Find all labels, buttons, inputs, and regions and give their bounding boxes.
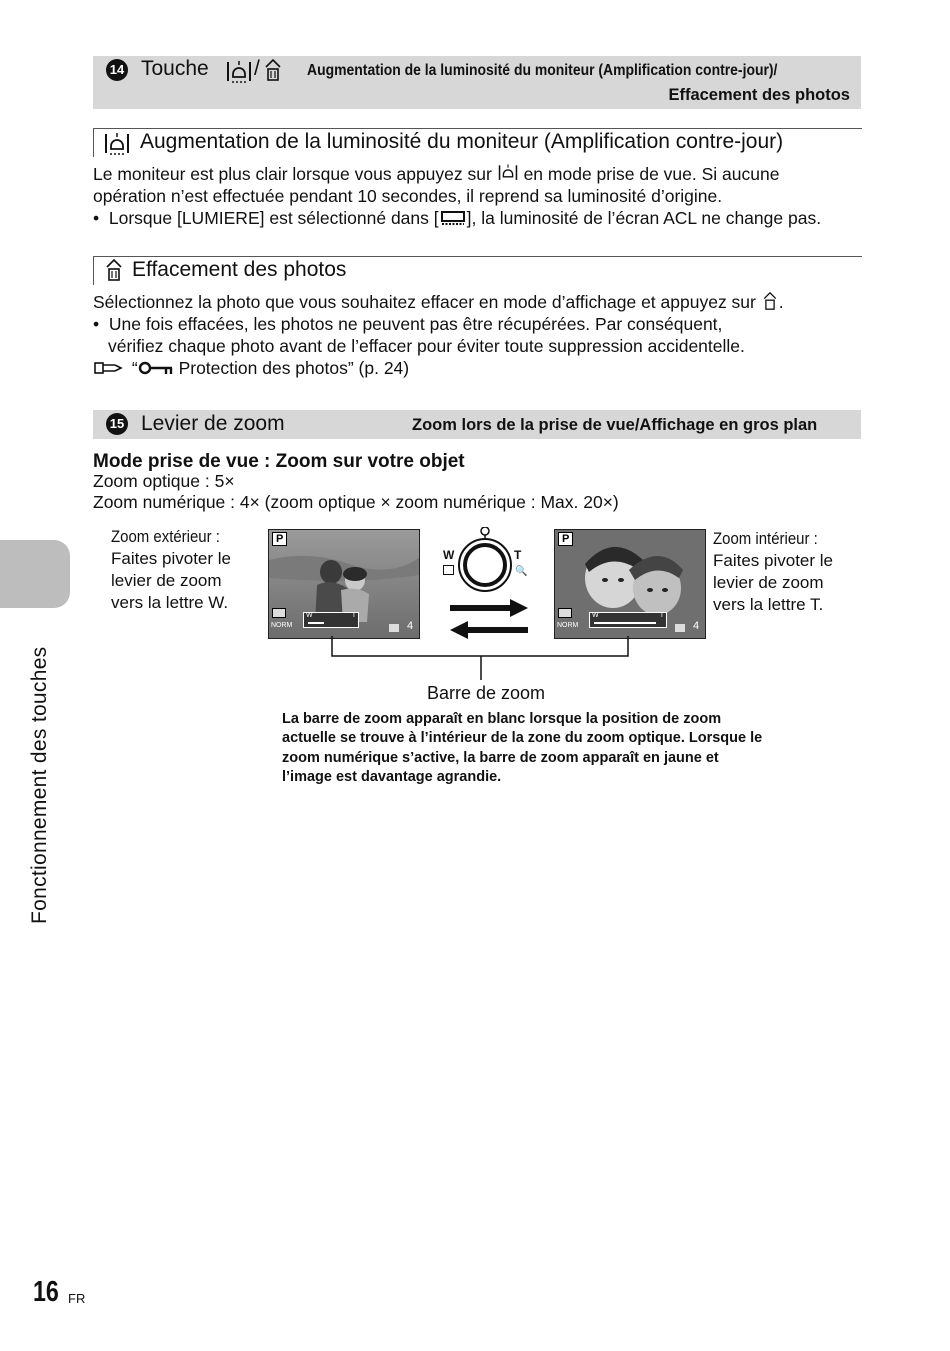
section-15-subtitle: Zoom lors de la prise de vue/Affichage en gros plan: [412, 416, 818, 434]
zoom-in-caption-line: Faites pivoter le: [713, 551, 833, 570]
chapter-label: Fonctionnement des touches: [28, 646, 51, 924]
frames-remaining: 4: [407, 620, 414, 632]
trash-icon: [761, 291, 779, 311]
backlight-icon: [103, 131, 131, 157]
erase-para-end: .: [778, 292, 784, 312]
index-icon: [443, 565, 454, 575]
zoom-in-caption: [713, 528, 833, 616]
zoom-note-line: zoom numérique s’active, la barre de zoom apparaît en jaune et: [282, 749, 719, 766]
lever-w-label: W: [443, 548, 455, 562]
memory-icon: [675, 624, 685, 632]
section-number-14: 14: [106, 59, 128, 81]
zoom-bar-t-label: T: [659, 612, 664, 619]
erase-paragraph: [93, 291, 873, 379]
language-code: FR: [68, 1291, 86, 1306]
section-number-15: 15: [106, 413, 128, 435]
backlight-icon: [497, 163, 519, 183]
tele-photo-screen: [554, 529, 706, 639]
zoom-direction-arrows: [448, 598, 530, 640]
erase-bullet-2: vérifiez chaque photo avant de l’effacer pour éviter toute suppression accidentelle.: [108, 336, 745, 356]
backlight-icon: [225, 59, 253, 85]
ref-open-quote: “: [131, 358, 138, 378]
brightness-para-a: Le moniteur est plus clair lorsque vous appuyez sur: [93, 164, 492, 184]
quality-norm-label: NORM: [557, 622, 579, 629]
mode-indicator: P: [558, 532, 573, 546]
zoom-note-line: actuelle se trouve à l’intérieur de la zone du zoom optique. Lorsque le: [282, 730, 763, 747]
bullet: •: [93, 314, 109, 334]
image-size-icon: [558, 608, 572, 618]
zoom-optical: Zoom optique : 5×: [93, 471, 235, 491]
brightness-heading: Augmentation de la luminosité du moniteur (Amplification contre-jour): [140, 130, 784, 153]
brightness-para-b: en mode prise de vue. Si aucune: [523, 164, 780, 184]
brightness-para-c: opération n’est effectuée pendant 10 secondes, il reprend sa luminosité d’origine.: [93, 186, 723, 206]
zoom-out-caption: [111, 526, 235, 614]
lever-t-label: T: [514, 548, 522, 562]
memory-icon: [389, 624, 399, 632]
magnify-icon: 🔍: [515, 566, 528, 577]
zoom-out-caption-line: vers la lettre W.: [111, 593, 229, 612]
zoom-out-caption-line: Zoom extérieur :: [111, 527, 220, 546]
zoom-in-caption-line: levier de zoom: [713, 573, 824, 592]
bullet: •: [93, 208, 109, 228]
zoom-in-caption-line: Zoom intérieur :: [713, 529, 818, 548]
zoom-note-line: La barre de zoom apparaît en blanc lorsque la position de zoom: [282, 711, 722, 727]
zoom-bar: [589, 612, 667, 628]
zoom-note-line: l’image est davantage agrandie.: [282, 768, 502, 785]
zoom-bar-w-label: W: [592, 612, 599, 619]
zoom-out-caption-line: levier de zoom: [111, 571, 222, 590]
zoom-in-caption-line: vers la lettre T.: [713, 595, 824, 614]
zoom-bar-fill: [308, 622, 324, 624]
chapter-tab: [0, 540, 70, 608]
brightness-paragraph: [93, 163, 863, 229]
erase-para: Sélectionnez la photo que vous souhaitez effacer en mode d’affichage et appuyez sur: [93, 292, 756, 312]
zoom-heading: Mode prise de vue : Zoom sur votre objet: [93, 451, 465, 472]
zoom-bar: [303, 612, 359, 628]
brightness-bullet-b: ], la luminosité de l’écran ACL ne change pas.: [466, 208, 822, 228]
section-14-subtitle-2: Effacement des photos: [668, 86, 850, 104]
zoom-digital: Zoom numérique : 4× (zoom optique × zoom numérique : Max. 20×): [93, 492, 619, 512]
ref-text: Protection des photos” (p. 24): [178, 358, 410, 378]
frames-remaining: 4: [693, 620, 700, 632]
section-14-subtitle-1: Augmentation de la luminosité du moniteur (Amplification contre-jour)/: [307, 62, 778, 79]
zoom-bar-w-label: W: [306, 612, 313, 619]
quality-norm-label: NORM: [271, 622, 293, 629]
key-icon: [138, 361, 174, 375]
trash-icon: [262, 58, 284, 82]
zoom-bar-bracket: [330, 636, 630, 682]
display-settings-icon: [439, 210, 467, 226]
section-14-title: Touche: [141, 57, 209, 80]
brightness-bullet-a: Lorsque [LUMIERE] est sélectionné dans [: [108, 208, 439, 228]
zoom-bar-note: [282, 710, 762, 787]
reference-icon: [93, 360, 127, 376]
page-number: 16: [33, 1276, 59, 1308]
image-size-icon: [272, 608, 286, 618]
zoom-bar-fill: [594, 622, 656, 624]
erase-bullet-1: Une fois effacées, les photos ne peuvent pas être récupérées. Par conséquent,: [108, 314, 723, 334]
section-14-title-sep: /: [254, 57, 260, 80]
zoom-bar-label: Barre de zoom: [427, 683, 546, 703]
zoom-bar-t-label: T: [351, 612, 356, 619]
zoom-out-caption-line: Faites pivoter le: [111, 549, 231, 568]
wide-photo-screen: [268, 529, 420, 639]
erase-heading: Effacement des photos: [132, 258, 347, 281]
trash-icon: [103, 258, 125, 282]
mode-indicator: P: [272, 532, 287, 546]
section-15-title: Levier de zoom: [141, 412, 285, 435]
